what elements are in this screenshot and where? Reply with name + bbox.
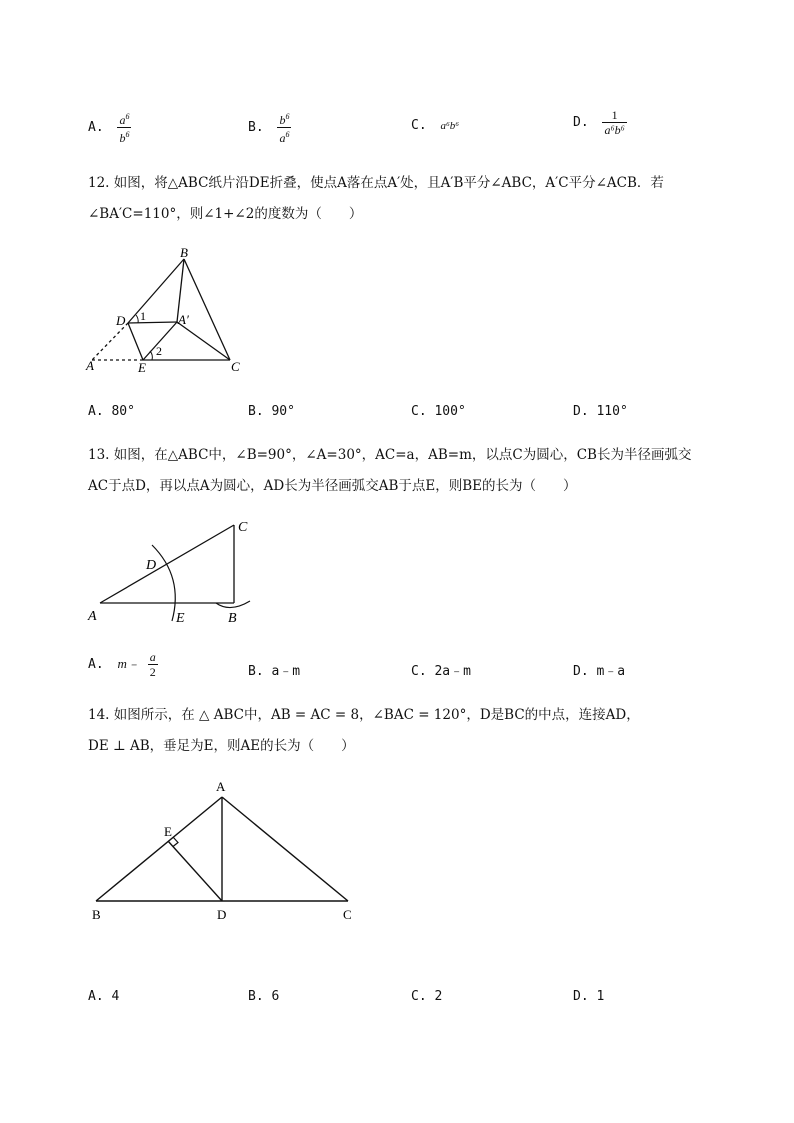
q13-option-b[interactable]: B. a﹣m xyxy=(248,664,301,679)
label-A: A xyxy=(216,779,226,794)
q12-option-d[interactable]: D. 110° xyxy=(573,404,628,419)
q13-option-c[interactable]: C. 2a﹣m xyxy=(411,664,471,679)
label-A: A xyxy=(86,358,94,373)
q13-option-d[interactable]: D. m﹣a xyxy=(573,664,626,679)
fraction: $\frac{a^6}{b^6}$ xyxy=(119,112,130,145)
label-C: C xyxy=(231,359,240,374)
angle-2-label: 2 xyxy=(156,344,162,358)
q14-option-a[interactable]: A. 4 xyxy=(88,989,120,1004)
label-A: A xyxy=(88,609,97,624)
q13-option-a[interactable]: A. m﹣ $\frac{a}{2}$ xyxy=(88,650,156,679)
q14-option-d[interactable]: D. 1 xyxy=(573,989,605,1004)
label-D: D xyxy=(116,313,126,328)
q13-stem-line2: AC于点D，再以点A为圆心，AD长为半径画弧交AB于点E，则BE的长为（ ） xyxy=(88,478,577,494)
q14-stem-line1: 14. 如图所示，在 △ ABC中，AB = AC = 8，∠BAC = 120°，D是BC的中点，连接AD， xyxy=(88,707,640,723)
q12-option-c[interactable]: C. 100° xyxy=(411,404,466,419)
label-D: D xyxy=(217,907,227,922)
label-E: E xyxy=(164,824,172,839)
q13-figure xyxy=(82,515,262,630)
q14-option-c[interactable]: C. 2 xyxy=(411,989,443,1004)
q12-option-a[interactable]: A. 80° xyxy=(88,404,135,419)
angle-1-label: 1 xyxy=(140,309,146,323)
q12-stem-line1: 12. 如图，将△ABC纸片沿DE折叠，使点A落在点A′处，且A′B平分∠ABC，A′C平分∠ACB．若 xyxy=(88,175,664,191)
q14-stem-line2: DE ⊥ AB，垂足为E，则AE的长为（ ） xyxy=(88,738,355,754)
fraction: $\frac{1}{\text{a⁶b⁶}}$ xyxy=(604,108,625,137)
q11-option-c[interactable]: C. a⁶b⁶ xyxy=(411,118,460,133)
label-B: B xyxy=(180,245,188,260)
q11-option-a[interactable]: A. $\frac{a^6}{b^6}$ xyxy=(88,112,130,145)
label-B: B xyxy=(92,907,101,922)
q12-figure xyxy=(80,245,260,380)
fraction: $\frac{b^6}{a^6}$ xyxy=(279,112,290,145)
q14-figure xyxy=(82,775,367,925)
fraction: $\frac{a}{2}$ xyxy=(149,650,156,679)
q14-option-b[interactable]: B. 6 xyxy=(248,989,280,1004)
q11-option-b[interactable]: B. $\frac{b^6}{a^6}$ xyxy=(248,112,290,145)
q13-stem-line1: 13. 如图，在△ABC中，∠B=90°，∠A=30°，AC=a，AB=m，以点C为圆心，CB长为半径画弧交 xyxy=(88,447,692,463)
q12-stem-line2: ∠BA′C=110°，则∠1+∠2的度数为（ ） xyxy=(88,206,363,222)
label-C: C xyxy=(238,520,248,535)
label-E: E xyxy=(138,360,146,375)
label-E: E xyxy=(176,611,185,626)
label-C: C xyxy=(343,907,352,922)
q11-option-d[interactable]: D. $\frac{1}{\text{a⁶b⁶}}$ xyxy=(573,108,625,137)
label-D: D xyxy=(146,558,157,573)
q12-option-b[interactable]: B. 90° xyxy=(248,404,295,419)
label-A-prime: A′ xyxy=(178,312,189,327)
label-B: B xyxy=(228,611,237,626)
